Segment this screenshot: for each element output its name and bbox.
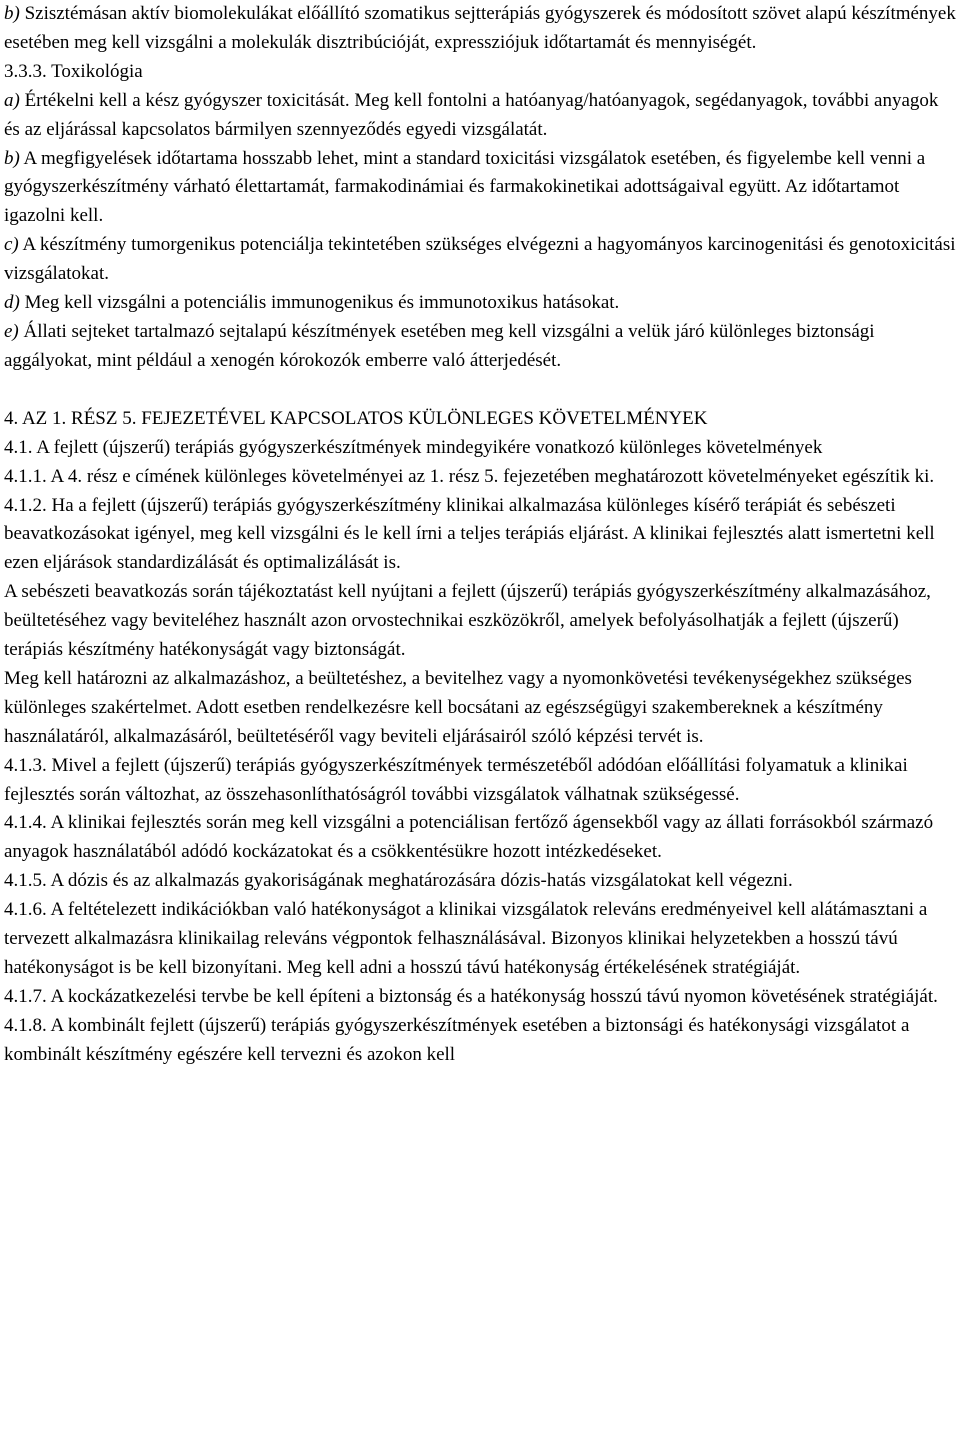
section-heading-special-requirements xyxy=(4,405,956,434)
item-label: b) xyxy=(4,147,20,169)
paragraph-text: Állati sejteket tartalmazó sejtalapú készítmények esetében meg kell vizsgálni a velük járó különleges biztonsági aggályokat, mint például a xenogén kórokozók emberre való átterjedését. xyxy=(4,320,875,371)
paragraph-4-1-2 xyxy=(4,492,956,579)
paragraph-surgical-info xyxy=(4,578,956,665)
item-label: c) xyxy=(4,234,19,256)
paragraph-c-tumorigenic xyxy=(4,231,956,289)
paragraph-4-1-6 xyxy=(4,896,956,983)
paragraph-text: 4.1.8. A kombinált fejlett (újszerű) terápiás gyógyszerkészítmények esetében a biztonsági és hatékonysági vizsgálatot a kombinált készítmény egészére kell tervezni és azokon kell xyxy=(4,1014,910,1065)
paragraph-a-toxicity xyxy=(4,87,956,145)
subheading-4-1 xyxy=(4,434,956,463)
paragraph-text: Meg kell vizsgálni a potenciális immunogenikus és immunotoxikus hatásokat. xyxy=(19,292,620,314)
item-label: a) xyxy=(4,89,20,111)
paragraph-text: 4.1.5. A dózis és az alkalmazás gyakoriságának meghatározására dózis-hatás vizsgálatokat kell végezni. xyxy=(4,870,793,892)
heading-text: 4.1. A fejlett (újszerű) terápiás gyógyszerkészítmények mindegyikére vonatkozó különleges követelmények xyxy=(4,436,823,458)
paragraph-text: A készítmény tumorgenikus potenciálja tekintetében szükséges elvégezni a hagyományos karcinogenitási és genotoxicitási vizsgálatokat. xyxy=(4,234,956,285)
paragraph-4-1-7 xyxy=(4,983,956,1012)
paragraph-b-molecule-distribution xyxy=(4,0,956,58)
item-label: e) xyxy=(4,320,19,342)
paragraph-text: Meg kell határozni az alkalmazáshoz, a beültetéshez, a bevitelhez vagy a nyomonkövetési tevékenységekhez szükséges különleges szakértelmet. Adott esetben rendelkezésre kell bocsátani az egészségügyi szakembereknek a készítmény használatáról, alkalmazásáról, beültetéséről vagy beviteli eljárásairól szóló képzési tervét is. xyxy=(4,667,912,747)
heading-text: 3.3.3. Toxikológia xyxy=(4,60,143,82)
paragraph-text: 4.1.3. Mivel a fejlett (újszerű) terápiás gyógyszerkészítmények természetéből adódóan előállítási folyamatuk a klinikai fejlesztés során változhat, az összehasonlíthatóságról további vizsgálatok válhatnak szükségessé. xyxy=(4,754,908,805)
paragraph-text: A megfigyelések időtartama hosszabb lehet, mint a standard toxicitási vizsgálatok esetében, és figyelembe kell venni a gyógyszerkészítmény várható élettartamát, farmakodinámiai és farmakokinetikai adottságaival együtt. Az időtartamot igazolni kell. xyxy=(4,147,926,227)
paragraph-4-1-5 xyxy=(4,867,956,896)
heading-text: 4. AZ 1. RÉSZ 5. FEJEZETÉVEL KAPCSOLATOS KÜLÖNLEGES KÖVETELMÉNYEK xyxy=(4,407,708,429)
paragraph-text: Szisztémásan aktív biomolekulákat előállító szomatikus sejtterápiás gyógyszerek és módosított szövet alapú készítmények esetében meg kell vizsgálni a molekulák disztribúcióját, expressziójuk időtartamát és mennyiségét. xyxy=(4,3,956,53)
section-heading-toxicology xyxy=(4,58,956,87)
paragraph-text: 4.1.2. Ha a fejlett (újszerű) terápiás gyógyszerkészítmény klinikai alkalmazása különleges kísérő terápiát és sebészeti beavatkozásokat igényel, meg kell vizsgálni és le kell írni a teljes terápiás eljárást. A klinikai fejlesztés alatt ismertetni kell ezen eljárások standardizálását és optimalizálását is. xyxy=(4,494,935,574)
paragraph-text: 4.1.4. A klinikai fejlesztés során meg kell vizsgálni a potenciálisan fertőző ágensekből vagy az állati forrásokból származó anyagok használatából adódó kockázatokat és a csökkentésükre hozott intézkedéseket. xyxy=(4,812,934,863)
paragraph-4-1-3 xyxy=(4,752,956,810)
blank-line xyxy=(4,376,956,405)
paragraph-b-observation-duration xyxy=(4,145,956,232)
paragraph-4-1-1 xyxy=(4,463,956,492)
paragraph-text: Értékelni kell a kész gyógyszer toxicitását. Meg kell fontolni a hatóanyag/hatóanyagok, segédanyagok, további anyagok és az eljárással kapcsolatos bármilyen szennyeződés egyedi vizsgálatát. xyxy=(4,89,939,140)
paragraph-4-1-8 xyxy=(4,1012,956,1070)
item-label: d) xyxy=(4,292,20,314)
paragraph-d-immunogenic xyxy=(4,289,956,318)
paragraph-e-animal-cells xyxy=(4,318,956,376)
item-label: b) xyxy=(4,3,20,24)
paragraph-text: A sebészeti beavatkozás során tájékoztatást kell nyújtani a fejlett (újszerű) terápiás gyógyszerkészítmény alkalmazásához, beültetéséhez vagy beviteléhez használt azon orvostechnikai eszközökről, amelyek befolyásolhatják a fejlett (újszerű) terápiás készítmény hatékonyságát vagy biztonságát. xyxy=(4,581,931,661)
paragraph-text: 4.1.1. A 4. rész e címének különleges követelményei az 1. rész 5. fejezetében meghatározott követelményeket egészítik ki. xyxy=(4,465,935,487)
paragraph-text: 4.1.7. A kockázatkezelési tervbe be kell építeni a biztonság és a hatékonyság hosszú távú nyomon követésének stratégiáját. xyxy=(4,985,938,1007)
paragraph-4-1-4 xyxy=(4,809,956,867)
paragraph-expertise xyxy=(4,665,956,752)
paragraph-text: 4.1.6. A feltételezett indikációkban való hatékonyságot a klinikai vizsgálatok releváns eredményeivel kell alátámasztani a tervezett alkalmazásra klinikailag releváns végpontok felhasználásával. Bizonyos klinikai helyzetekben a hosszú távú hatékonyságot is be kell bizonyítani. Meg kell adni a hosszú távú hatékonyság értékelésének stratégiáját. xyxy=(4,899,928,978)
